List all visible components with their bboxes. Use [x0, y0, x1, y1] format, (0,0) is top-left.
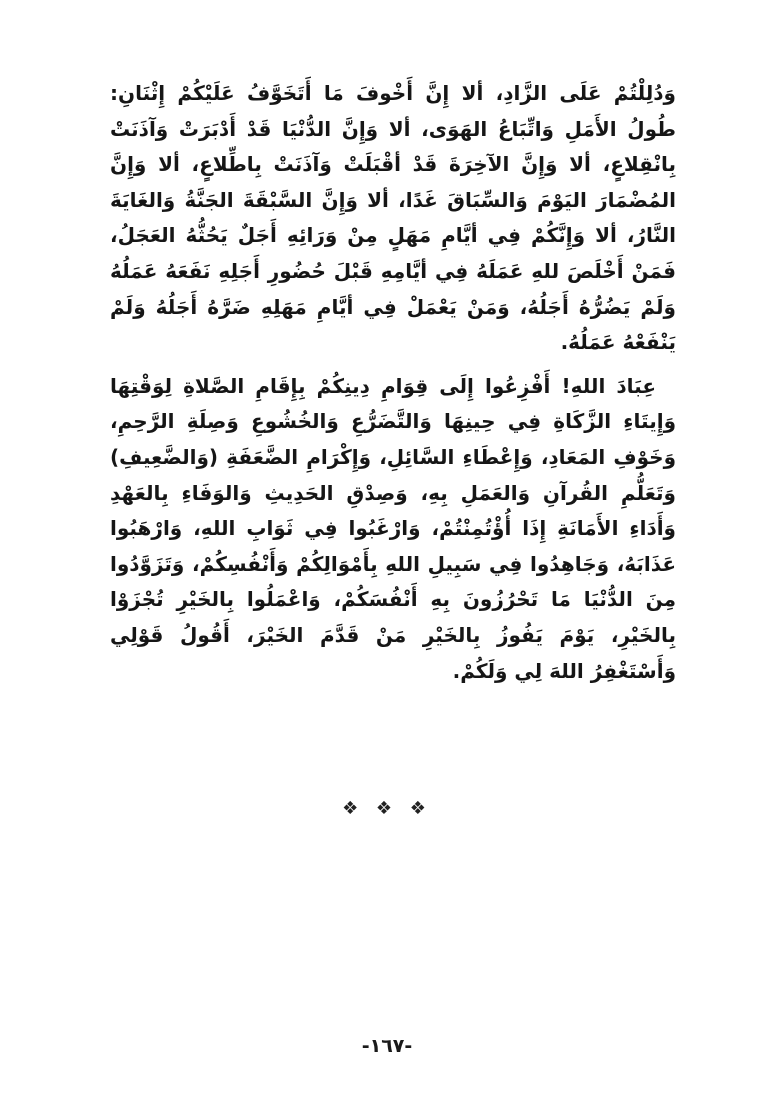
- paragraph-1: وَدُلِلْتُمْ عَلَى الزَّادِ، ألا إِنَّ أَخْوفَ مَا أَتَخَوَّفُ عَلَيْكُمْ إِثْنَانِ: طُولُ الأَمَلِ وَاتِّبَاعُ الهَوَى، ألا وَإِنَّ الدُّنْيَا قَدْ أَدْبَرَتْ وَآذَنَتْ بِانْقِلاعٍ، ألا وَإِنَّ الآخِرَةَ قَدْ أقْبَلَتْ وَآذَنَتْ بِاطِّلاعٍ، ألا وَإِنَّ المُضْمَارَ اليَوْمَ وَالسِّبَاقَ غَدًا، ألا وَإِنَّ السَّبْقَةَ الجَنَّةُ وَالغَايَةَ النَّارُ، ألا وَإِنَّكُمْ فِي أيَّامِ مَهَلٍ مِنْ وَرَائِهِ أَجَلٌ يَحُثُّهُ العَجَلُ، فَمَنْ أَخْلَصَ للهِ عَمَلَهُ فِي أيَّامِهِ قَبْلَ حُضُورِ أَجَلِهِ نَفَعَهُ عَمَلُهُ وَلَمْ يَضُرُّهُ أَجَلُهُ، وَمَنْ يَعْمَلْ فِي أيَّامِ مَهَلِهِ ضَرَّهُ أَجَلُهُ وَلَمْ يَنْفَعْهُ عَمَلُهُ.: [110, 81, 676, 355]
- section-divider-ornament: ❖ ❖ ❖: [342, 798, 432, 819]
- page-number: -١٦٧-: [361, 1035, 413, 1057]
- body-text: [110, 76, 676, 689]
- paragraph-2: عِبَادَ اللهِ! أَفْزِعُوا إِلَى قِوَامِ دِينِكُمْ بِإِقَامِ الصَّلاةِ لِوَقْتِهَا وَإِيتَاءِ الزَّكَاةِ فِي حِينِهَا وَالتَّضَرُّعِ وَالخُشُوعِ وَصِلَةِ الرَّحِمِ، وَخَوْفِ المَعَادِ، وَإِعْطَاءِ السَّائِلِ، وَإِكْرَامِ الضَّعَفَةِ (وَالضَّعِيفِ) وَتَعَلُّمِ القُرآنِ وَالعَمَلِ بِهِ، وَصِدْقِ الحَدِيثِ وَالوَفَاءِ بِالعَهْدِ وَأَدَاءِ الأَمَانَةِ إِذَا أُؤْتُمِنْتُمْ، وَارْغَبُوا فِي ثَوَابِ اللهِ، وَارْهَبُوا عَذَابَهُ، وَجَاهِدُوا فِي سَبِيلِ اللهِ بِأَمْوَالِكُمْ وَأَنْفُسِكُمْ، وَتَزَوَّدُوا مِنَ الدُّنْيَا مَا تَحْرُزُونَ بِهِ أَنْفُسَكُمْ، وَاعْمَلُوا بِالخَيْرِ تُجْزَوْا بِالخَيْرِ، يَوْمَ يَفُوزُ بِالخَيْرِ مَنْ قَدَّمَ الخَيْرَ، أَقُولُ قَوْلِي وَأَسْتَغْفِرُ اللهَ لِي وَلَكُمْ.: [110, 373, 676, 683]
